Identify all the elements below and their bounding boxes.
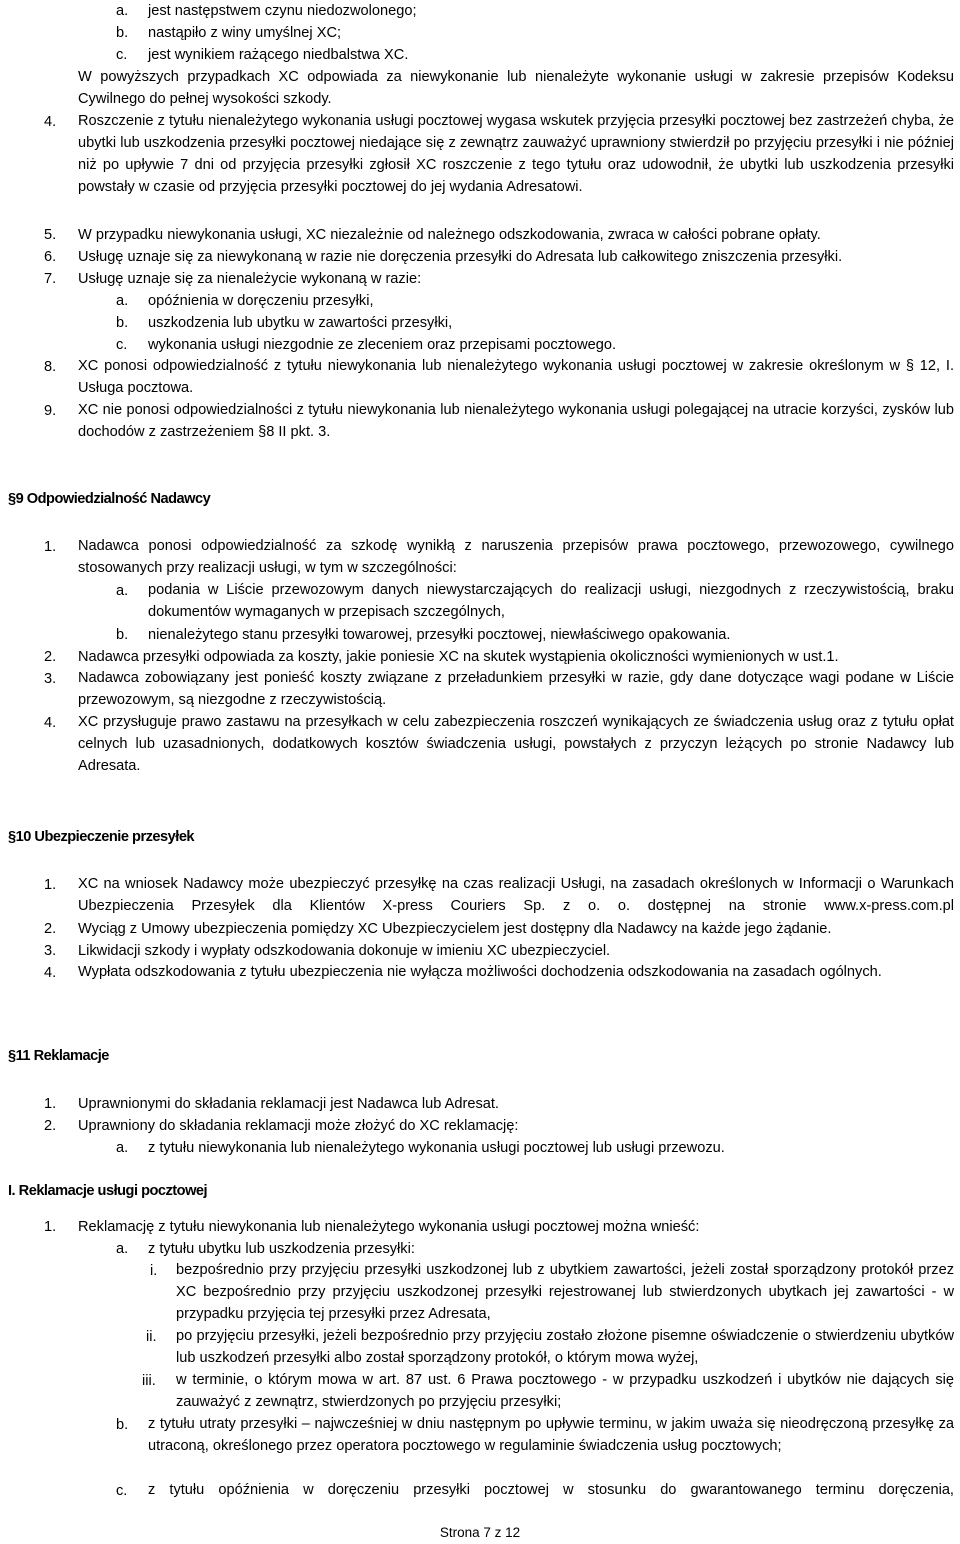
- list-number: 8.: [44, 359, 57, 375]
- list-item-text: bezpośrednio przy przyjęciu przesyłki uszkodzonej lub z ubytkiem zawartości, jeżeli został sporządzony protokół przez XC bezpośrednio przy przyjęciu uszkodzonej przesyłki rejestrowanej lub stwierdzonych ubytkach jej zawartości - w przypadku przyjęcia tej przesyłki przez Adresata,: [176, 1262, 954, 1322]
- list-number: 4.: [44, 715, 57, 731]
- list-item-text: z tytułu ubytku lub uszkodzenia przesyłki:: [148, 1241, 415, 1257]
- list-marker: a.: [116, 1140, 129, 1156]
- list-item-text: XC ponosi odpowiedzialność z tytułu niewykonania lub nienależytego wykonania usługi pocztowej w zakresie określonym w § 12, I. Usługa pocztowa.: [78, 358, 954, 396]
- list-number: 7.: [44, 271, 57, 287]
- list-number: 1.: [44, 877, 57, 893]
- list-item-text: wykonania usługi niezgodnie ze zleceniem oraz przepisami pocztowego.: [148, 337, 617, 353]
- list-marker: b.: [116, 315, 129, 331]
- list-item-text: Reklamację z tytułu niewykonania lub nienależytego wykonania usługi pocztowej można wnieść:: [78, 1219, 700, 1235]
- list-item-text: nienależytego stanu przesyłki towarowej, przesyłki pocztowej, niewłaściwego opakowania.: [148, 627, 731, 643]
- section-heading: §9 Odpowiedzialność Nadawcy: [8, 491, 211, 507]
- list-item-text: z tytułu niewykonania lub nienależytego wykonania usługi pocztowej lub usługi przewozu.: [148, 1140, 725, 1156]
- list-marker: c.: [116, 1483, 128, 1499]
- list-item-text: podania w Liście przewozowym danych niewystarczających do realizacji usługi, niezgodnych z rzeczywistością, braku dokumentów wymaganych w przepisach szczególnych,: [148, 582, 954, 620]
- list-marker: c.: [116, 47, 128, 63]
- list-marker: b.: [116, 25, 129, 41]
- list-number: 2.: [44, 921, 57, 937]
- list-item-text: opóźnienia w doręczeniu przesyłki,: [148, 293, 374, 309]
- list-marker: b.: [116, 1417, 129, 1433]
- list-number: 3.: [44, 943, 57, 959]
- list-item-text: Usługę uznaje się za niewykonaną w razie nie doręczenia przesyłki do Adresata lub całkowitego zniszczenia przesyłki.: [78, 249, 843, 265]
- list-item-text: XC przysługuje prawo zastawu na przesyłkach w celu zabezpieczenia roszczeń wynikających ze świadczenia usług oraz z tytułu opłat celnych lub uzasadnionych, dodatkowych kosztów świadczenia usługi, powstałych z przyczyn leżących po stronie Nadawcy lub Adresata.: [78, 714, 954, 774]
- list-number: 6.: [44, 249, 57, 265]
- list-item-text: Wypłata odszkodowania z tytułu ubezpieczenia nie wyłącza możliwości dochodzenia odszkodowania na zasadach ogólnych.: [78, 964, 882, 980]
- list-item-text: Nadawca ponosi odpowiedzialność za szkodę wynikłą z naruszenia przepisów prawa pocztowego, przewozowego, cywilnego stosowanych przy realizacji usługi, w tym w szczególności:: [78, 538, 954, 576]
- list-item-text: z tytułu opóźnienia w doręczeniu przesyłki pocztowej w stosunku do gwarantowanego terminu doręczenia,: [148, 1482, 954, 1498]
- list-number: 2.: [44, 1118, 57, 1134]
- list-number: 5.: [44, 227, 57, 243]
- list-marker: b.: [116, 627, 129, 643]
- section-heading: §10 Ubezpieczenie przesyłek: [8, 829, 195, 845]
- list-item-text: jest następstwem czynu niedozwolonego;: [148, 3, 417, 19]
- list-item-text: W przypadku niewykonania usługi, XC niezależnie od należnego odszkodowania, zwraca w całości pobrane opłaty.: [78, 227, 821, 243]
- list-item-text: Likwidacji szkody i wypłaty odszkodowania dokonuje w imieniu XC ubezpieczyciel.: [78, 943, 611, 959]
- list-item-text: uszkodzenia lub ubytku w zawartości przesyłki,: [148, 315, 453, 331]
- list-number: 3.: [44, 671, 57, 687]
- list-number: 2.: [44, 649, 57, 665]
- list-number: 4.: [44, 965, 57, 981]
- list-item-text: z tytułu utraty przesyłki – najwcześniej w dniu następnym po upływie terminu, w jakim uważa się nieodręczoną przesyłkę za utraconą, określonego przez operatora pocztowego w regulaminie świadczenia usług pocztowych;: [148, 1416, 954, 1454]
- list-number: 9.: [44, 403, 57, 419]
- roman-marker: iii.: [142, 1373, 156, 1389]
- list-number: 1.: [44, 1096, 57, 1112]
- list-item-text: Wyciąg z Umowy ubezpieczenia pomiędzy XC Ubezpieczycielem jest dostępny dla Nadawcy na każde jego żądanie.: [78, 921, 832, 937]
- paragraph: W powyższych przypadkach XC odpowiada za niewykonanie lub nienależyte wykonanie usługi w zakresie przepisów Kodeksu Cywilnego do pełnej wysokości szkody.: [78, 69, 954, 107]
- list-item-text: Nadawca przesyłki odpowiada za koszty, jakie poniesie XC na skutek wystąpienia okoliczności wymienionych w ust.1.: [78, 649, 839, 665]
- list-number: 1.: [44, 539, 57, 555]
- list-item-text: XC na wniosek Nadawcy może ubezpieczyć przesyłkę na czas realizacji Usługi, na zasadach określonych w Informacji o Warunkach Ubezpieczenia Przesyłek dla Klientów X-press Couriers Sp. z o. o. dostępnej na stronie www.x-press.com.pl: [78, 876, 954, 914]
- list-item-text: jest wynikiem rażącego niedbalstwa XC.: [148, 47, 409, 63]
- section-heading: §11 Reklamacje: [8, 1048, 109, 1064]
- list-number: 4.: [44, 114, 57, 130]
- list-item-text: w terminie, o którym mowa w art. 87 ust. 6 Prawa pocztowego - w przypadku uszkodzeń i ubytków nie dających się zauważyć z zewnątrz, stwierdzonych po przyjęciu przesyłki;: [176, 1372, 954, 1410]
- list-item-text: nastąpiło z winy umyślnej XC;: [148, 25, 342, 41]
- list-item-text: Usługę uznaje się za nienależycie wykonaną w razie:: [78, 271, 422, 287]
- list-item-text: Roszczenie z tytułu nienależytego wykonania usługi pocztowej wygasa wskutek przyjęcia przesyłki pocztowej bez zastrzeżeń chyba, że ubytki lub uszkodzenia przesyłki pocztowej niedające się z zewnątrz zauważyć uprawniony stwierdził po przyjęciu przesyłki i nie później niż po upływie 7 dni od przyjęcia przesyłki zgłosił XC roszczenie z tego tytułu oraz udowodnił, że ubytki lub uszkodzenia przesyłki powstały w czasie od przyjęcia przesyłki pocztowej do jej wydania Adresatowi.: [78, 113, 954, 195]
- list-item-text: Nadawca zobowiązany jest ponieść koszty związane z przeładunkiem przesyłki w razie, gdy dane dotyczące wagi podane w Liście przewozowym, są niezgodne z rzeczywistością.: [78, 670, 954, 708]
- list-marker: a.: [116, 293, 129, 309]
- list-item-text: XC nie ponosi odpowiedzialności z tytułu niewykonania lub nienależytego wykonania usługi polegającej na utracie korzyści, zysków lub dochodów z zastrzeżeniem §8 II pkt. 3.: [78, 402, 954, 440]
- list-item-text: Uprawniony do składania reklamacji może złożyć do XC reklamację:: [78, 1118, 519, 1134]
- list-item-text: po przyjęciu przesyłki, jeżeli bezpośrednio przy przyjęciu zostało złożone pisemne oświadczenie o stwierdzeniu ubytków lub uszkodzeń przesyłki albo został sporządzony protokół, o którym mowa wyżej,: [176, 1328, 954, 1366]
- subsection-heading: I. Reklamacje usługi pocztowej: [8, 1183, 208, 1199]
- roman-marker: i.: [150, 1263, 158, 1279]
- list-item-text: Uprawnionymi do składania reklamacji jest Nadawca lub Adresat.: [78, 1096, 499, 1112]
- roman-marker: ii.: [146, 1329, 157, 1345]
- page-number: Strona 7 z 12: [439, 1525, 521, 1540]
- list-marker: a.: [116, 3, 129, 19]
- list-marker: a.: [116, 1241, 129, 1257]
- list-marker: c.: [116, 337, 128, 353]
- list-number: 1.: [44, 1219, 57, 1235]
- list-marker: a.: [116, 583, 129, 599]
